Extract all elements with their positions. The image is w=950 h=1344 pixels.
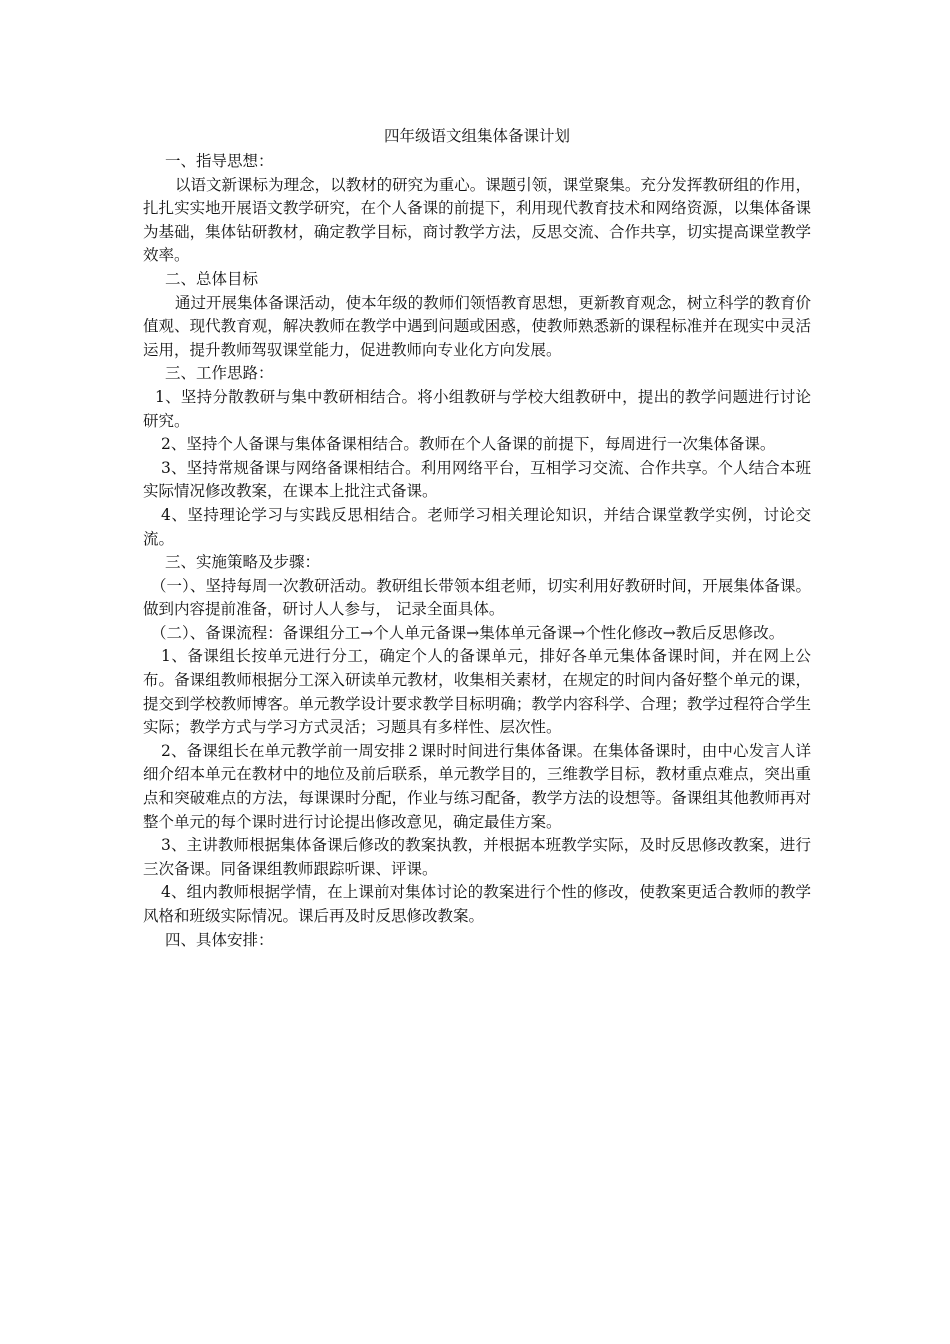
implementation-subsection-1: （一）、坚持每周一次教研活动。教研组长带领本组老师，切实利用好教研时间，开展集体备课。做到内容提前准备，研讨人人参与， 记录全面具体。	[143, 576, 811, 619]
section-heading-work-approach: 三、工作思路：	[165, 364, 274, 383]
work-approach-item: 2、坚持个人备课与集体备课相结合。教师在个人备课的前提下，每周进行一次集体备课。	[161, 435, 776, 454]
implementation-step: 4、组内教师根据学情，在上课前对集体讨论的教案进行个性的修改，使教案更适合教师的教学风格和班级实际情况。课后再及时反思修改教案。	[143, 883, 811, 925]
section-heading-guiding-ideology: 一、指导思想：	[165, 152, 274, 170]
section-text-overall-goal: 通过开展集体备课活动，使本年级的教师们领悟教育思想，更新教育观念，树立科学的教育价值观、现代教育观，解决教师在教学中遇到问题或困惑，使教师熟悉新的课程标准并在现实中灵活运用，提升教师驾驭课堂能力，促进教师向专业化方向发展。	[143, 293, 811, 359]
section-heading-overall-goal: 二、总体目标	[165, 269, 259, 288]
section-text-guiding-ideology: 以语文新课标为理念，以教材的研究为重心。课题引领，课堂聚集。充分发挥教研组的作用，扎扎实实地开展语文教学研究，在个人备课的前提下，利用现代教育技术和网络资源，以集体备课为基础，集体钻研教材，确定教学目标，商讨教学方法，反思交流、合作共享，切实提高课堂教学效率。	[143, 175, 811, 265]
work-approach-item: 4、坚持理论学习与实践反思相结合。老师学习相关理论知识，并结合课堂教学实例，讨论交流。	[143, 505, 811, 548]
work-approach-item: 1、坚持分散教研与集中教研相结合。将小组教研与学校大组教研中，提出的教学问题进行讨论研究。	[143, 387, 811, 430]
section-heading-implementation: 三、实施策略及步骤：	[165, 553, 321, 572]
work-approach-item: 3、坚持常规备课与网络备课相结合。利用网络平台，互相学习交流、合作共享。个人结合本班实际情况修改教案，在课本上批注式备课。	[143, 458, 811, 501]
section-heading-specific-arrangement: 四、具体安排：	[165, 930, 274, 949]
implementation-step: 1、备课组长按单元进行分工，确定个人的备课单元，排好各单元集体备课时间，并在网上公布。备课组教师根据分工深入研读单元教材，收集相关素材，在规定的时间内备好整个单元的课，提交到学校教师博客。单元教学设计要求教学目标明确；教学内容科学、合理；教学过程符合学生实际；教学方式与学习方式灵活；习题具有多样性、层次性。	[143, 647, 811, 737]
implementation-step: 2、备课组长在单元教学前一周安排２课时时间进行集体备课。在集体备课时，由中心发言人详细介绍本单元在教材中的地位及前后联系，单元教学目的，三维教学目标，教材重点难点，突出重点和突破难点的方法，每课课时分配，作业与练习配备，教学方法的设想等。备课组其他教师再对整个单元的每个课时进行讨论提出修改意见，确定最佳方案。	[143, 741, 811, 831]
implementation-step: 3、主讲教师根据集体备课后修改的教案执教，并根据本班教学实际，及时反思修改教案，进行三次备课。同备课组教师跟踪听课、评课。	[143, 836, 811, 878]
implementation-subsection-2: （二）、备课流程：备课组分工→个人单元备课→集体单元备课→个性化修改→教后反思修改。	[151, 623, 785, 642]
document-title: 四年级语文组集体备课计划	[383, 127, 570, 145]
document-body	[143, 124, 811, 952]
